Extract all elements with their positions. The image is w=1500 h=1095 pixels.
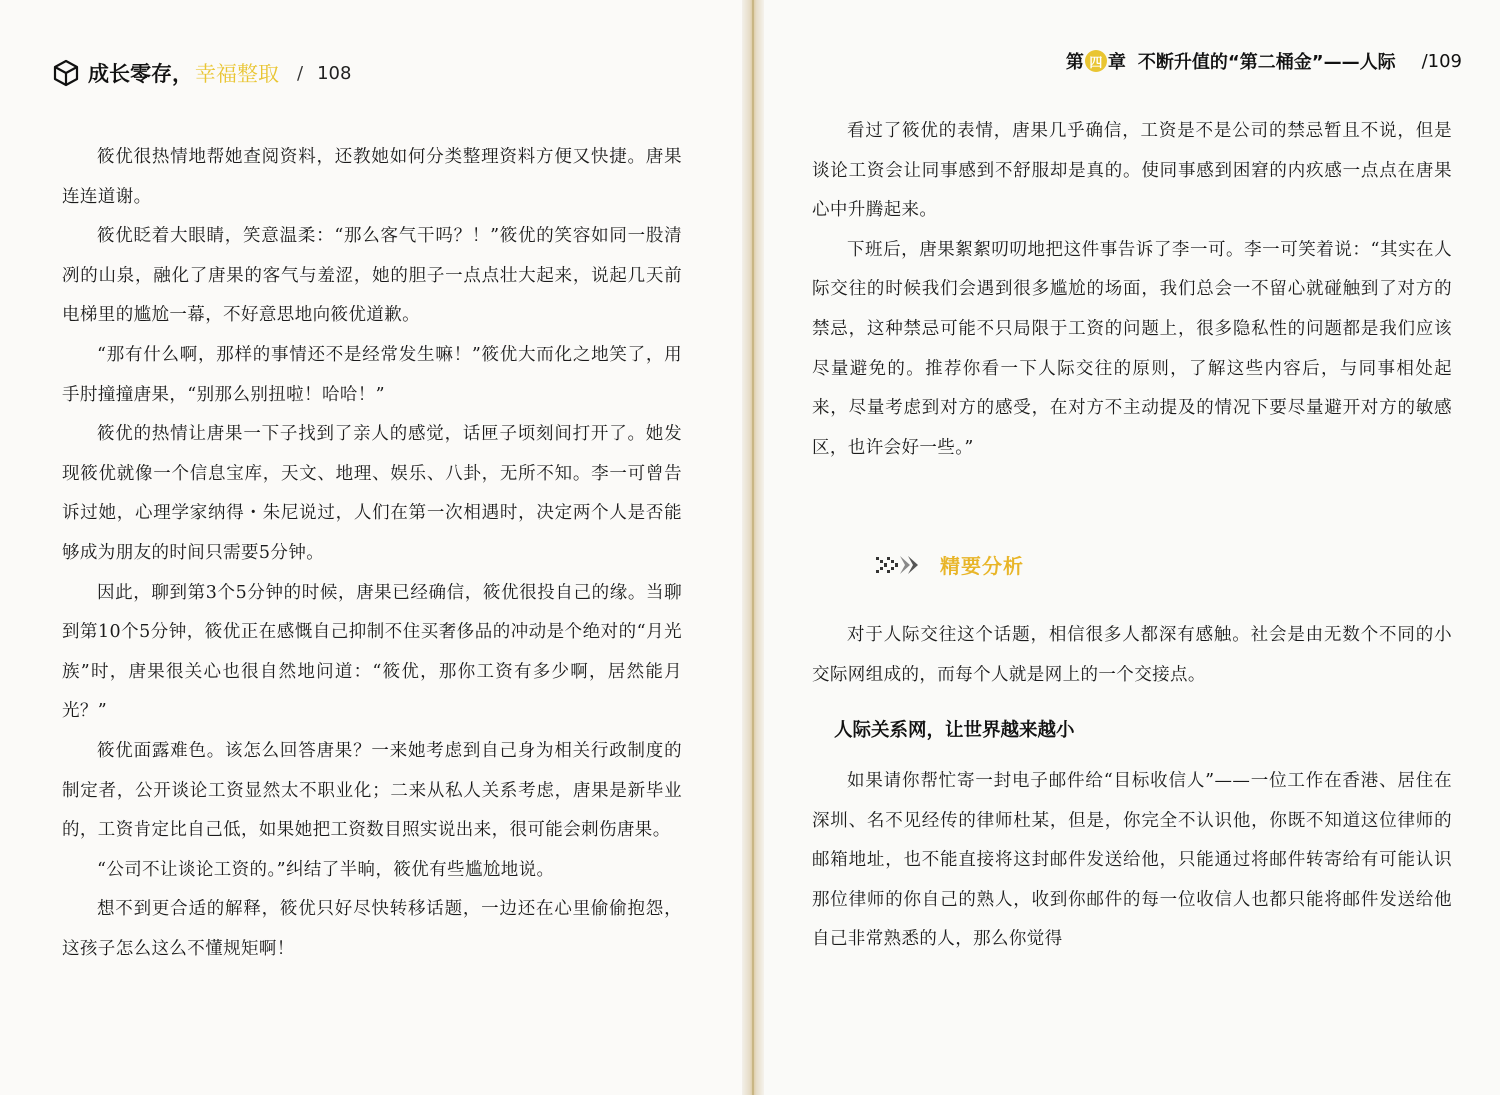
paragraph: 如果请你帮忙寄一封电子邮件给“目标收信人”——一位工作在香港、居住在深圳、名不见经传的律师杜某，但是，你完全不认识他，你既不知道这位律师的邮箱地址，也不能直接将这封邮件发送给他，只能通过将邮件转寄给有可能认识那位律师的你自己的熟人，收到你邮件的每一位收信人也都只能将邮件发送给他自己非常熟悉的人，那么你觉得 (812, 771, 1452, 950)
paragraph: 看过了筱优的表情，唐果几乎确信，工资是不是公司的禁忌暂且不说，但是谈论工资会让同事感到不舒服却是真的。使同事感到困窘的内疚感一点点在唐果心中升腾起来。 (812, 121, 1452, 221)
left-running-header (52, 58, 351, 88)
right-page (752, 0, 1500, 1095)
paragraph: 想不到更合适的解释，筱优只好尽快转移话题，一边还在心里偷偷抱怨，这孩子怎么这么不懂规矩啊！ (62, 899, 682, 959)
paragraph: 因此，聊到第3个5分钟的时候，唐果已经确信，筱优很投自己的缘。当聊到第10个5分钟，筱优正在感慨自己抑制不住买奢侈品的冲动是个绝对的“月光族”时，唐果很关心也很自然地问道：“筱优，那你工资有多少啊，居然能月光？” (62, 582, 682, 722)
subheading: 人际关系网，让世界越来越小 (834, 720, 1075, 741)
book-title: 成长零存， (88, 62, 193, 86)
left-page-number: 108 (317, 62, 352, 84)
book-spine (742, 0, 764, 1095)
left-body-text (62, 138, 682, 969)
right-page-number: /109 (1421, 50, 1462, 72)
analysis-text (812, 616, 1452, 695)
chapter-title: 不断升值的“第二桶金”——人际 (1137, 52, 1396, 73)
right-running-header (1066, 48, 1462, 74)
section-heading (876, 550, 1024, 579)
paragraph: 筱优的热情让唐果一下子找到了亲人的感觉，话匣子顷刻间打开了。她发现筱优就像一个信息宝库，天文、地理、娱乐、八卦，无所不知。李一可曾告诉过她，心理学家纳得・朱尼说过，人们在第一次相遇时，决定两个人是否能够成为朋友的时间只需要5分钟。 (62, 424, 682, 563)
cube-icon (52, 59, 80, 87)
header-separator: / (297, 62, 304, 84)
double-chevron-icon (876, 554, 920, 576)
chapter-prefix: 第 (1065, 52, 1084, 73)
paragraph: 筱优眨着大眼睛，笑意温柔：“那么客气干吗？！”筱优的笑容如同一股清冽的山泉，融化了唐果的客气与羞涩，她的胆子一点点壮大起来，说起几天前电梯里的尴尬一幕，不好意思地向筱优道歉。 (62, 226, 682, 326)
book-title-accent: 幸福整取 (195, 62, 279, 86)
paragraph: “那有什么啊，那样的事情还不是经常发生嘛！”筱优大而化之地笑了，用手肘撞撞唐果，“别那么别扭啦！哈哈！” (62, 344, 682, 405)
chapter-suffix: 章 (1107, 52, 1126, 73)
section-title: 精要分析 (940, 554, 1024, 578)
paragraph: 对于人际交往这个话题，相信很多人都深有感触。社会是由无数个不同的小交际网组成的，而每个人就是网上的一个交接点。 (812, 625, 1452, 685)
paragraph: “公司不让谈论工资的。”纠结了半晌，筱优有些尴尬地说。 (97, 859, 555, 880)
paragraph: 下班后，唐果絮絮叨叨地把这件事告诉了李一可。李一可笑着说：“其实在人际交往的时候我们会遇到很多尴尬的场面，我们总会一不留心就碰触到了对方的禁忌，这种禁忌可能不只局限于工资的问题上，很多隐私性的问题都是我们应该尽量避免的。推荐你看一下人际交往的原则，了解这些内容后，与同事相处起来，尽量考虑到对方的感受，在对方不主动提及的情况下要尽量避开对方的敏感区，也许会好一些。” (812, 239, 1452, 458)
paragraph: 筱优面露难色。该怎么回答唐果？一来她考虑到自己身为相关行政制度的制定者，公开谈论工资显然太不职业化；二来从私人关系考虑，唐果是新毕业的，工资肯定比自己低，如果她把工资数目照实说出来，很可能会刺伤唐果。 (62, 740, 682, 841)
paragraph: 筱优很热情地帮她查阅资料，还教她如何分类整理资料方便又快捷。唐果连连道谢。 (62, 147, 682, 207)
final-text (812, 762, 1452, 960)
right-body-text (812, 112, 1452, 468)
chapter-number-badge: 四 (1085, 50, 1107, 72)
